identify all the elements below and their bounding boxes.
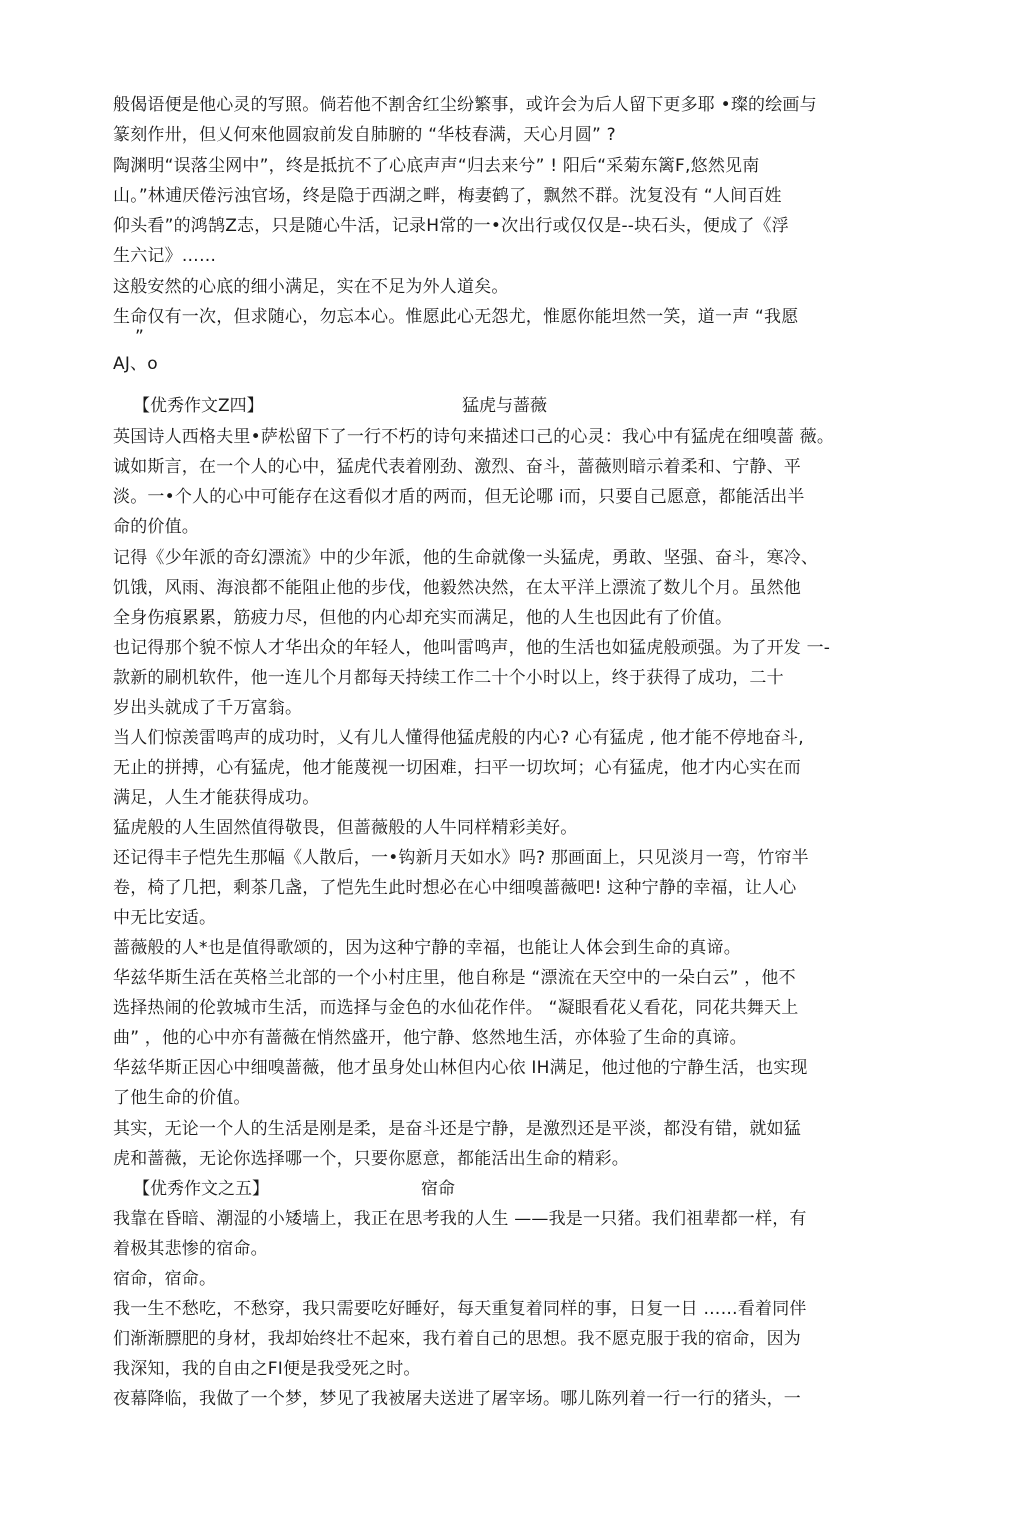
paragraph-line: 淡。一•个人的心中可能存在这看似才盾的两而，但无论哪 i而，只要自己愿意，都能活出半 xyxy=(113,487,805,507)
paragraph-line: 猛虎般的人生固然值得敬畏，但蔷薇般的人牛同样精彩美好。 xyxy=(113,818,578,838)
paragraph-line: 英国诗人西格夫里•萨松留下了一行不朽的诗句来描述口己的心灵：我心中有猛虎在细嗅蔷 薇。 xyxy=(113,427,835,447)
paragraph-line: 陶渊明“误落尘网中”，终是抵抗不了心底声声“归去来兮” ! 阳后“采菊东篱F,悠然见南 xyxy=(113,156,760,176)
paragraph-line: 命的价值。 xyxy=(113,517,199,537)
paragraph-line: 华兹华斯正因心中细嗅蔷薇，他才虽身处山林但内心依 IH满足，他过他的宁静生活，也实现 xyxy=(113,1058,808,1078)
essay-title: 猛虎与蔷薇 xyxy=(462,396,547,416)
paragraph-line: 们渐渐膘肥的身材，我却始终壮不起來，我冇着自己的思想。我不愿克服于我的宿命，因为 xyxy=(113,1329,801,1349)
paragraph-line: 中无比安适。 xyxy=(113,908,217,928)
paragraph-line: 夜幕降临，我做了一个梦，梦见了我被屠夫送进了屠宰场。哪儿陈列着一行一行的猪头，一 xyxy=(113,1389,801,1409)
paragraph-line: 全身伤痕累累，筋疲力尽，但他的内心却充实而满足，他的人生也因此有了价值。 xyxy=(113,608,733,628)
paragraph-line: 我一生不愁吃，不愁穿，我只需要吃好睡好，每天重复着同样的事，日复一日 ……看着同伴 xyxy=(113,1299,807,1319)
paragraph-line: 蔷薇般的人*也是值得歌颂的，因为这种宁静的幸福，也能让人体会到生命的真谛。 xyxy=(113,938,741,958)
paragraph-line: ” xyxy=(135,327,145,347)
paragraph-line: 也记得那个貌不惊人才华出众的年轻人，他叫雷鸣声，他的生活也如猛虎般顽强。为了开发 一- xyxy=(113,638,831,658)
paragraph-line: 我深知，我的自由之FI便是我受死之时。 xyxy=(113,1359,421,1379)
paragraph-line: 生命仅有一次，但求随心，勿忘本心。惟愿此心无怨尤，惟愿你能坦然一笑，道一声 “我愿 xyxy=(113,307,799,327)
paragraph-line: 般偈语便是他心灵的写照。倘若他不割舍红尘纷繁事，或许会为后人留下更多耶 •璨的绘画与 xyxy=(113,95,817,115)
paragraph-line: 其实，无论一个人的生活是刚是柔，是奋斗还是宁静，是激烈还是平淡，都没有错，就如猛 xyxy=(113,1119,801,1139)
paragraph-line: 虎和蔷薇，无论你选择哪一个，只要你愿意，都能活出生命的精彩。 xyxy=(113,1149,629,1169)
paragraph-line: 记得《少年派的奇幻漂流》中的少年派，他的生命就像一头猛虎，勇敢、坚强、奋斗，寒冷、 xyxy=(113,548,819,568)
essay-title: 宿命 xyxy=(421,1179,455,1199)
paragraph-line: 这般安然的心底的细小满足，实在不足为外人道矣。 xyxy=(113,277,509,297)
paragraph-line: 饥饿，风雨、海浪都不能阻止他的步伐，他毅然决然，在太平洋上漂流了数儿个月。虽然他 xyxy=(113,578,801,598)
paragraph-line: 曲” ，他的心中亦有蔷薇在悄然盛开，他宁静、悠然地生活，亦体验了生命的真谛。 xyxy=(113,1028,747,1048)
paragraph-line: 满足，人生才能获得成功。 xyxy=(113,788,320,808)
paragraph-line: 篆刻作卅，但乂何來他圆寂前发自肺腑的 “华枝春满，天心月圆” ? xyxy=(113,125,616,145)
paragraph-line: 款新的刷机软件，他一连儿个月都每天持续工作二十个小时以上，终于获得了成功，二十 xyxy=(113,668,784,688)
paragraph-line: 宿命，宿命。 xyxy=(113,1269,217,1289)
essay-tag: 【优秀作文Z四】 xyxy=(133,396,264,416)
paragraph-line: 诚如斯言，在一个人的心中，猛虎代表着刚劲、激烈、奋斗，蔷薇则暗示着柔和、宁静、平 xyxy=(113,457,801,477)
paragraph-line: 生六记》…… xyxy=(113,246,217,266)
paragraph-line: 当人们惊羡雷鸣声的成功时，乂有儿人懂得他猛虎般的内心? 心有猛虎 , 他才能不停地奋斗, xyxy=(113,728,804,748)
paragraph-line: 岁出头就成了千万富翁。 xyxy=(113,698,303,718)
paragraph-line: 还记得丰子恺先生那幅《人散后，一•钩新月天如水》吗? 那画面上，只见淡月一弯，竹帘半 xyxy=(113,848,809,868)
paragraph-line: AJ、o xyxy=(113,354,158,374)
essay-tag: 【优秀作文之五】 xyxy=(133,1179,269,1199)
paragraph-line: 了他生命的价值。 xyxy=(113,1088,251,1108)
paragraph-line: 仰头看”的鸿鹄Z志，只是随心牛活，记录H常的一•次出行或仅仅是--块石头，便成了《浮 xyxy=(113,216,789,236)
paragraph-line: 我靠在昏暗、潮湿的小矮墙上，我正在思考我的人生 ——我是一只猪。我们祖辈都一样，有 xyxy=(113,1209,807,1229)
paragraph-line: 山。”林逋厌倦污浊官场，终是隐于西湖之畔，梅妻鹤了，飘然不群。沈复没有 “人间百姓 xyxy=(113,186,782,206)
paragraph-line: 卷，椅了几把，剩茶几盏，了恺先生此时想必在心中细嗅蔷薇吧! 这种宁静的幸福，让人心 xyxy=(113,878,797,898)
paragraph-line: 无止的拼搏，心有猛虎，他才能蔑视一切困难，扫平一切坎坷；心有猛虎，他才内心实在而 xyxy=(113,758,801,778)
paragraph-line: 着极其悲惨的宿命。 xyxy=(113,1239,268,1259)
paragraph-line: 选择热闹的伦敦城市生活，而选择与金色的水仙花作伴。 “凝眼看花乂看花，同花共舞天上 xyxy=(113,998,799,1018)
paragraph-line: 华兹华斯生活在英格兰北部的一个小村庄里，他自称是 “漂流在天空中的一朵白云” ，他不 xyxy=(113,968,796,988)
